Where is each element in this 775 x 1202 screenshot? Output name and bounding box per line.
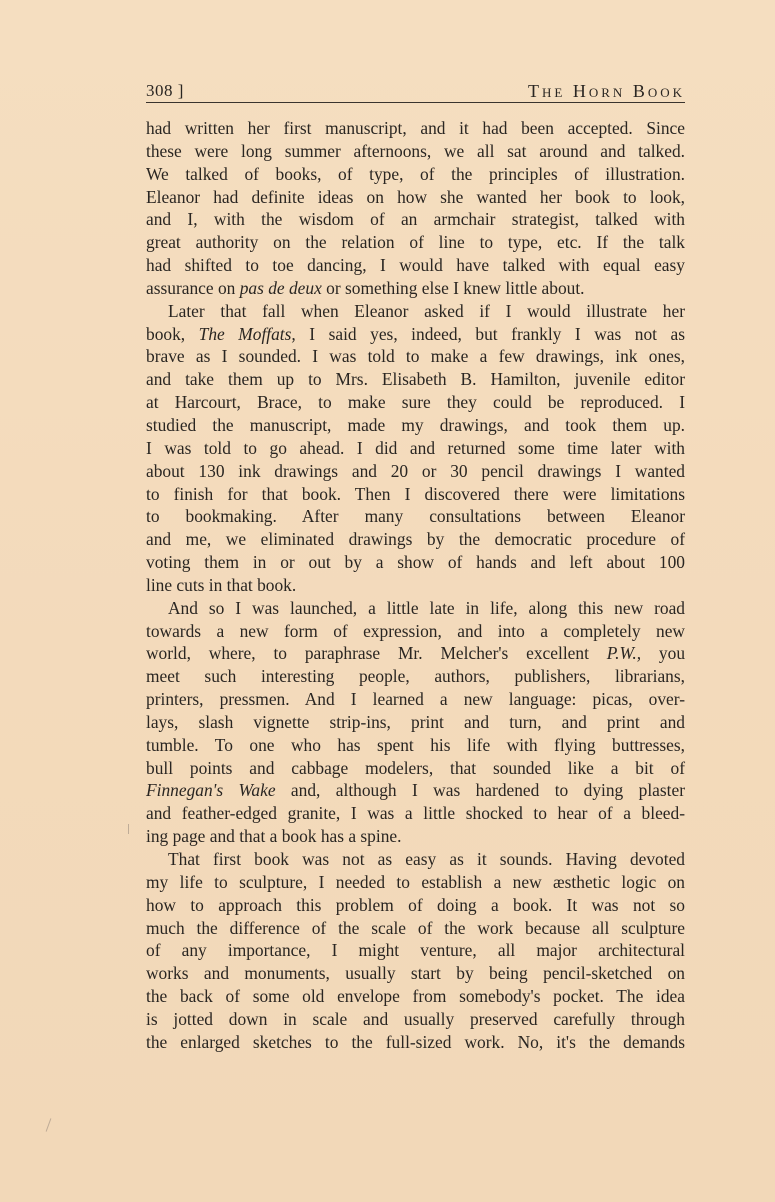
text-line: had written her first manuscript, and it had been accepted. Since: [146, 118, 685, 138]
paper-speck: [46, 1118, 52, 1131]
text-line: much the difference of the scale of the work because all sculpture: [146, 917, 685, 938]
text-line: voting them in or out by a show of hands and left about 100: [146, 552, 685, 573]
text-line: tumble. To one who has spent his life with flying buttresses,: [146, 734, 685, 755]
text-line: meet such interesting people, authors, publishers, librarians,: [146, 666, 685, 687]
paper-speck: [128, 824, 129, 834]
text-line: Eleanor had definite ideas on how she wanted her book to look,: [146, 186, 685, 207]
paragraph-first-line: And so I was launched, a little late in life, along this new road: [168, 597, 685, 618]
text-line: to finish for that book. Then I discovered there were limitations: [146, 483, 685, 504]
text-line: the enlarged sketches to the full-sized work. No, it's the demands: [146, 1031, 685, 1052]
text-line: printers, pressmen. And I learned a new language: picas, over-: [146, 689, 685, 710]
text-line: assurance on pas de deux or something else I knew little about.: [146, 277, 585, 298]
text-line: great authority on the relation of line to type, etc. If the talk: [146, 232, 685, 253]
paragraph-first-line: That first book was not as easy as it sounds. Having devoted: [168, 849, 685, 869]
italic-title: pas de deux: [239, 277, 322, 298]
text-line: line cuts in that book.: [146, 574, 297, 595]
journal-title: The Horn Book: [528, 81, 685, 101]
text-line: bull points and cabbage modelers, that sounded like a bit of: [146, 757, 685, 778]
body-text: [146, 117, 685, 1054]
text-line: at Harcourt, Brace, to make sure they could be reproduced. I: [146, 392, 685, 413]
italic-title: P.W.,: [606, 643, 642, 664]
text-line: had shifted to toe dancing, I would have talked with equal easy: [146, 255, 685, 276]
text-line: works and monuments, usually start by being pencil-sketched on: [146, 963, 685, 984]
text-line: about 130 ink drawings and 20 or 30 pencil drawings I wanted: [146, 460, 685, 481]
text-line: the back of some old envelope from somebody's pocket. The idea: [146, 986, 685, 1007]
text-line: to bookmaking. After many consultations between Eleanor: [146, 506, 685, 527]
text-line: We talked of books, of type, of the principles of illustration.: [146, 163, 685, 184]
text-line: my life to sculpture, I needed to establish a new æsthetic logic on: [146, 871, 685, 892]
text-line: is jotted down in scale and usually preserved carefully through: [146, 1008, 685, 1029]
text-line: these were long summer afternoons, we all sat around and talked.: [146, 140, 685, 161]
text-line: towards a new form of expression, and into a completely new: [146, 620, 685, 641]
text-line: and feather-edged granite, I was a little shocked to hear of a bleed-: [146, 803, 685, 824]
text-line: and me, we eliminated drawings by the democratic procedure of: [146, 529, 685, 550]
page-number: 308 ]: [146, 81, 184, 100]
text-line: of any importance, I might venture, all major architectural: [146, 940, 685, 961]
text-line: lays, slash vignette strip-ins, print and turn, and print and: [146, 711, 685, 732]
text-line: how to approach this problem of doing a book. It was not so: [146, 894, 685, 915]
text-line: ing page and that a book has a spine.: [146, 826, 402, 847]
running-head: [146, 78, 685, 103]
paragraph-first-line: Later that fall when Eleanor asked if I would illustrate her: [168, 300, 685, 321]
text-line: Finnegan's Wake and, although I was hardened to dying plaster: [146, 780, 685, 801]
italic-title: Finnegan's Wake: [146, 780, 276, 801]
text-line: and take them up to Mrs. Elisabeth B. Hamilton, juvenile editor: [146, 369, 685, 390]
text-line: studied the manuscript, made my drawings, and took them up.: [146, 414, 685, 435]
text-line: world, where, to paraphrase Mr. Melcher's excellent P.W., you: [146, 643, 686, 664]
text-line: and I, with the wisdom of an armchair strategist, talked with: [146, 209, 685, 230]
text-line: book, The Moffats, I said yes, indeed, but frankly I was not as: [146, 323, 685, 344]
text-line: brave as I sounded. I was told to make a few drawings, ink ones,: [146, 346, 685, 367]
text-line: I was told to go ahead. I did and returned some time later with: [146, 437, 685, 458]
italic-title: The Moffats,: [198, 323, 296, 344]
